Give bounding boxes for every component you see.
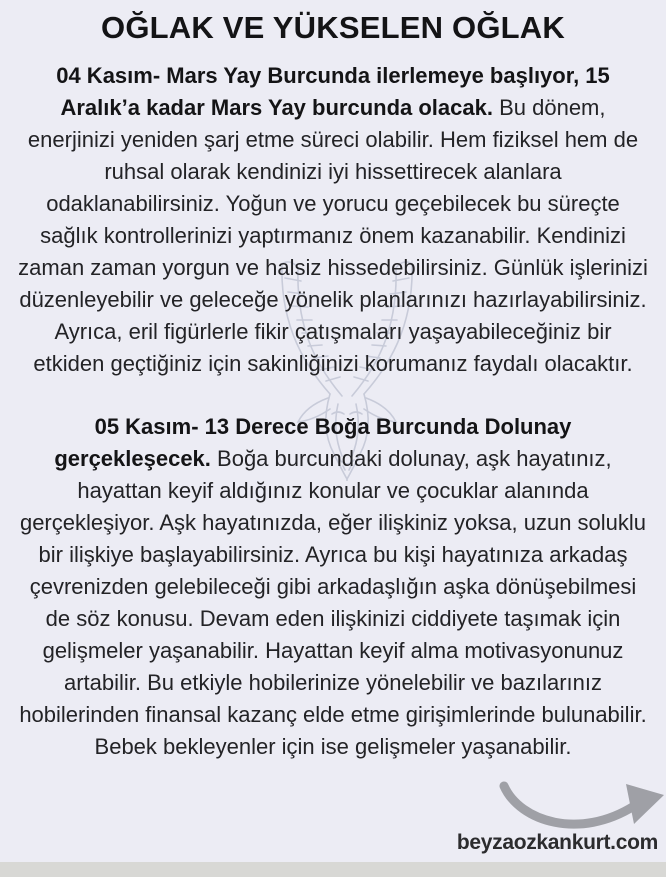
- paragraph-full-moon: [18, 411, 648, 763]
- bottom-edge-bar: [0, 862, 666, 877]
- site-watermark-text: beyzaozkankurt.com: [456, 831, 658, 854]
- paragraph-mars-transit: [18, 60, 648, 380]
- paragraph-lead-bold: 04 Kasım- Mars Yay Burcunda ilerlemeye başlıyor, 15 Aralık’a kadar Mars Yay burcunda olacak.: [56, 63, 610, 120]
- paragraph-body: Boğa burcundaki dolunay, aşk hayatınız, hayattan keyif aldığınız konular ve çocuklar alanında gerçekleşiyor. Aşk hayatınızda, eğer ilişkiniz yoksa, uzun soluklu bir ilişkiye başlayabilirsiniz. Ayrıca bu kişi hayatınıza arkadaş çevrenizden gelebileceği gibi arkadaşlığın aşka dönüşebilmesi de söz konusu. Devam eden ilişkinizi ciddiyete taşımak için gelişmeler yaşanabilir. Hayattan keyif alma motivasyonunuz artabilir. Bu etkiyle hobilerinize yönelebilir ve bazılarınız hobilerinden finansal kazanç elde etme girişimlerinde bulunabilir. Bebek bekleyenler için ise gelişmeler yaşanabilir.: [19, 446, 647, 759]
- paragraph-lead-bold: 05 Kasım- 13 Derece Boğa Burcunda Dolunay gerçekleşecek.: [54, 414, 572, 471]
- paragraph-body: Bu dönem, enerjinizi yeniden şarj etme süreci olabilir. Hem fiziksel hem de ruhsal olarak kendinizi iyi hissettirecek alanlara odaklanabilirsiniz. Yoğun ve yorucu geçebilecek bu süreçte sağlık kontrollerinizi yaptırmanız önem kazanabilir. Kendinizi zaman zaman yorgun ve halsiz hissedebilirsiniz. Günlük işlerinizi düzenleyebilir ve geleceğe yönelik planlarınızı hazırlayabilirsiniz. Ayrıca, eril figürlerle fikir çatışmaları yaşayabileceğiniz bir etkiden geçtiğiniz için sakinliğinizi korumanız faydalı olacaktır.: [18, 95, 648, 376]
- page-title: OĞLAK VE YÜKSELEN OĞLAK: [101, 10, 565, 45]
